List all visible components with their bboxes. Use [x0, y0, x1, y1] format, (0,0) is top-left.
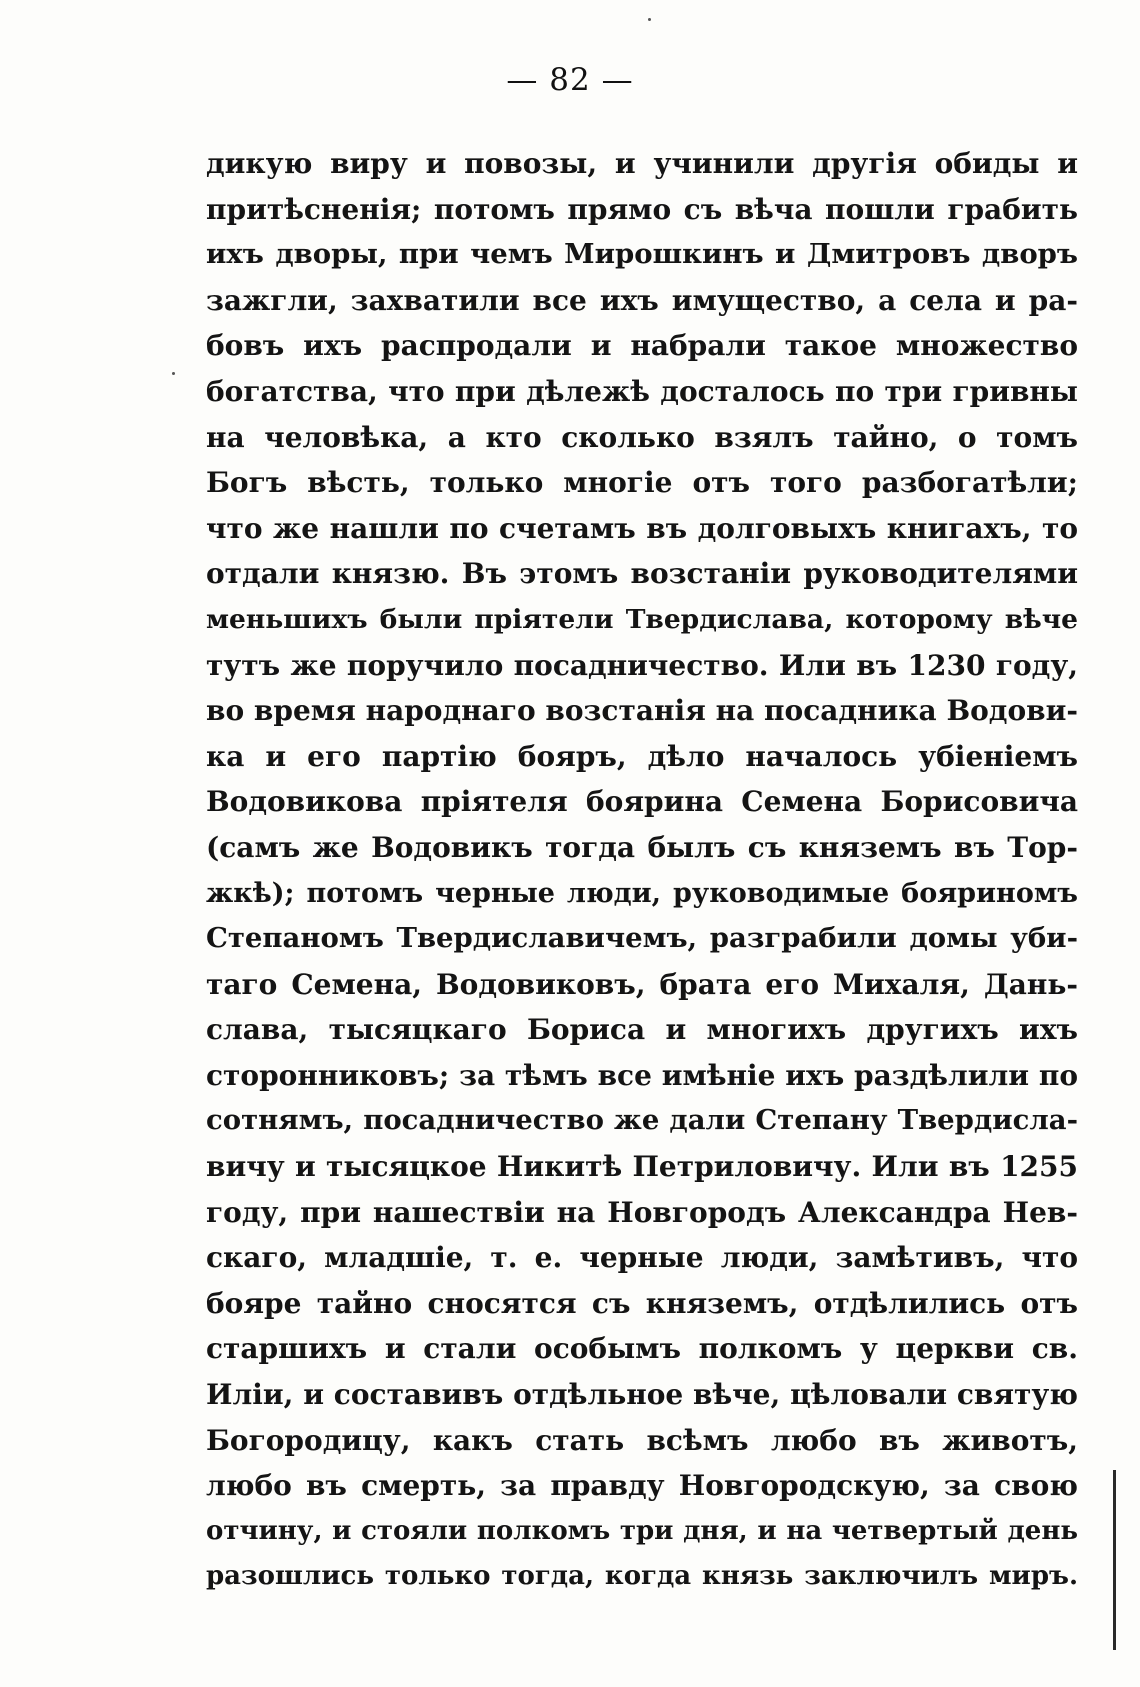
text-line-10: отдали князю. Въ этомъ возстаніи руководителями: [206, 557, 1078, 591]
text-line-13: во время народнаго возстанія на посадника Водови-: [206, 694, 1078, 728]
text-line-25: скаго, младшіе, т. е. черные люди, замѣтивъ, что: [206, 1241, 1078, 1275]
text-line-27: старшихъ и стали особымъ полкомъ у церкви св.: [206, 1332, 1078, 1366]
body-text: [206, 141, 1078, 1600]
text-line-4: зажгли, захватили все ихъ имущество, а села и ра-: [206, 283, 1078, 317]
text-line-23: вичу и тысяцкое Никитѣ Петриловичу. Или въ 1255: [206, 1150, 1078, 1184]
scan-speck: [172, 372, 175, 375]
text-line-30: любо въ смерть, за правду Новгородскую, за свою: [206, 1469, 1078, 1503]
text-line-31: отчину, и стояли полкомъ три дня, и на четвертый день: [206, 1515, 1078, 1546]
text-line-17: жкѣ); потомъ черные люди, руководимые бояриномъ: [206, 877, 1078, 909]
text-line-11: меньшихъ были пріятели Твердислава, которому вѣче: [206, 603, 1078, 635]
text-line-20: слава, тысяцкаго Бориса и многихъ другихъ ихъ: [206, 1013, 1078, 1047]
text-line-29: Богородицу, какъ стать всѣмъ любо въ животъ,: [206, 1423, 1078, 1457]
text-line-32: разошлись только тогда, когда князь заключилъ миръ.: [206, 1561, 1078, 1592]
text-line-9: что же нашли по счетамъ въ долговыхъ книгахъ, то: [206, 511, 1078, 545]
page-number: — 82 —: [506, 62, 634, 98]
text-line-21: сторонниковъ; за тѣмъ все имѣніе ихъ раздѣлили по: [206, 1058, 1078, 1092]
text-line-7: на человѣка, а кто сколько взялъ тайно, о томъ: [206, 420, 1078, 454]
text-line-8: Богъ вѣсть, только многіе отъ того разбогатѣли;: [206, 466, 1078, 500]
text-line-3: ихъ дворы, при чемъ Мирошкинъ и Дмитровъ дворъ: [206, 238, 1078, 271]
text-line-2: притѣсненія; потомъ прямо съ вѣча пошли грабить: [206, 192, 1078, 226]
text-line-22: сотнямъ, посадничество же дали Степану Твердисла-: [206, 1104, 1078, 1137]
scan-edge-mark: [1113, 1470, 1116, 1650]
text-line-6: богатства, что при дѣлежѣ досталось по три гривны: [206, 374, 1078, 408]
text-line-14: ка и его партію бояръ, дѣло началось убіеніемъ: [206, 739, 1078, 773]
text-line-28: Иліи, и составивъ отдѣльное вѣче, цѣловали святую: [206, 1378, 1078, 1412]
text-line-1: дикую виру и повозы, и учинили другія обиды и: [206, 147, 1078, 180]
text-line-18: Степаномъ Твердиславичемъ, разграбили домы уби-: [206, 922, 1078, 955]
scan-speck: [648, 18, 651, 21]
text-line-5: бовъ ихъ распродали и набрали такое множество: [206, 329, 1078, 363]
text-line-19: таго Семена, Водовиковъ, брата его Михаля, Дань-: [206, 967, 1078, 1001]
text-line-16: (самъ же Водовикъ тогда былъ съ княземъ въ Тор-: [206, 830, 1078, 864]
text-line-24: году, при нашествіи на Новгородъ Александра Нев-: [206, 1195, 1078, 1229]
text-line-12: тутъ же поручило посадничество. Или въ 1230 году,: [206, 648, 1078, 682]
text-line-26: бояре тайно сносятся съ княземъ, отдѣлились отъ: [206, 1286, 1078, 1320]
text-line-15: Водовикова пріятеля боярина Семена Борисовича: [206, 785, 1078, 819]
